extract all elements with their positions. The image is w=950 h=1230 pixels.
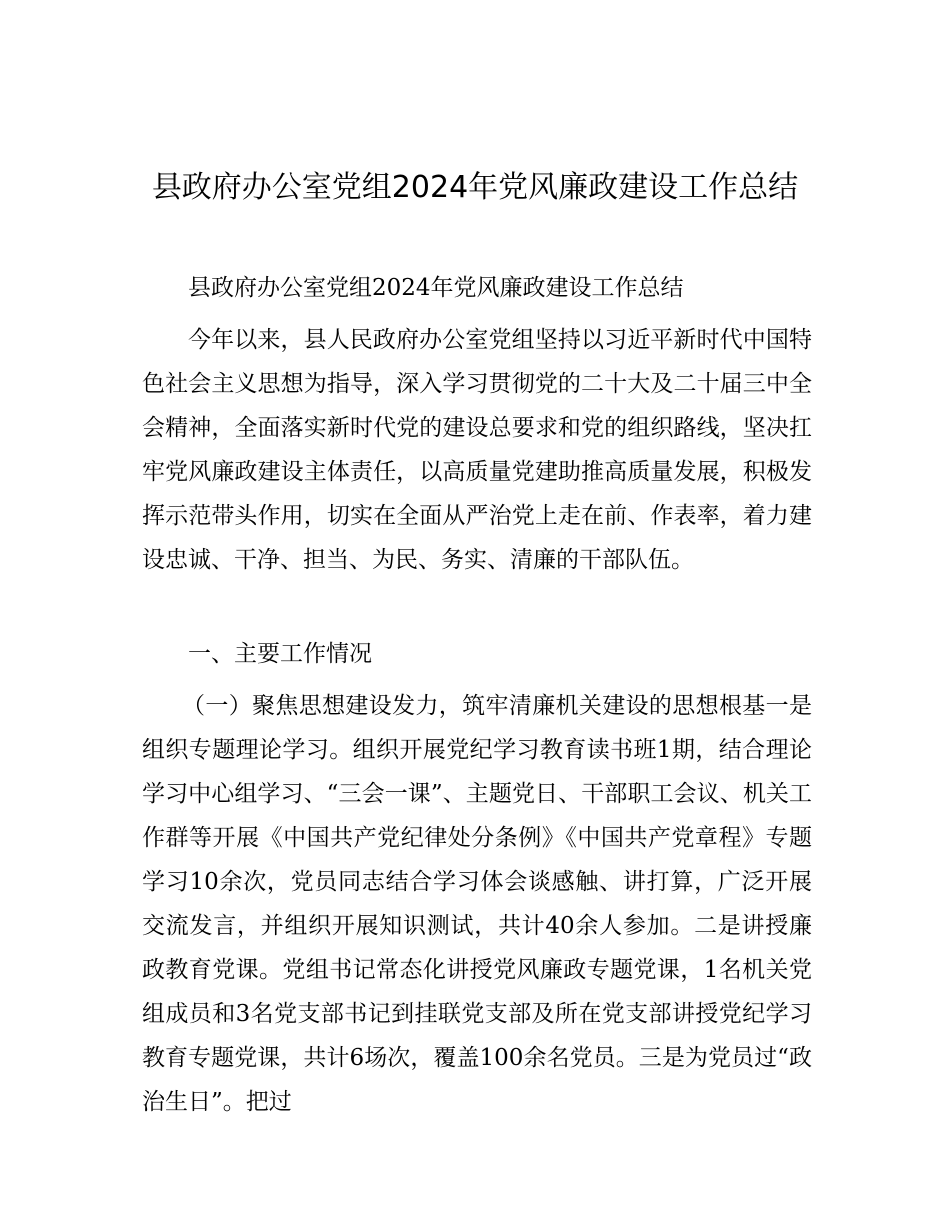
- subsection-ideological-building-paragraph: （一）聚焦思想建设发力，筑牢清廉机关建设的思想根基一是组织专题理论学习。组织开展党纪学习教育读书班1期，结合理论学习中心组学习、“三会一课”、主题党日、干部职工会议、机关工作群等开展《中国共产党纪律处分条例》《中国共产党章程》专题学习10余次，党员同志结合学习体会谈感触、讲打算，广泛开展交流发言，并组织开展知识测试，共计40余人参加。二是讲授廉政教育党课。党组书记常态化讲授党风廉政专题党课，1名机关党组成员和3名党支部书记到挂联党支部及所在党支部讲授党纪学习教育专题党课，共计6场次，覆盖100余名党员。三是为党员过“政治生日”。把过: [142, 693, 812, 1115]
- section-heading-main-work: 一、主要工作情况: [188, 641, 372, 667]
- document-title: 县政府办公室党组2024年党风廉政建设工作总结: [151, 170, 799, 205]
- intro-paragraph: 今年以来，县人民政府办公室党组坚持以习近平新时代中国特色社会主义思想为指导，深入学习贯彻党的二十大及二十届三中全会精神，全面落实新时代党的建设总要求和党的组织路线，坚决扛牢党风廉政建设主体责任，以高质量党建助推高质量发展，积极发挥示范带头作用，切实在全面从严治党上走在前、作表率，着力建设忠诚、干净、担当、为民、务实、清廉的干部队伍。: [142, 327, 812, 573]
- document-subtitle: 县政府办公室党组2024年党风廉政建设工作总结: [188, 275, 684, 301]
